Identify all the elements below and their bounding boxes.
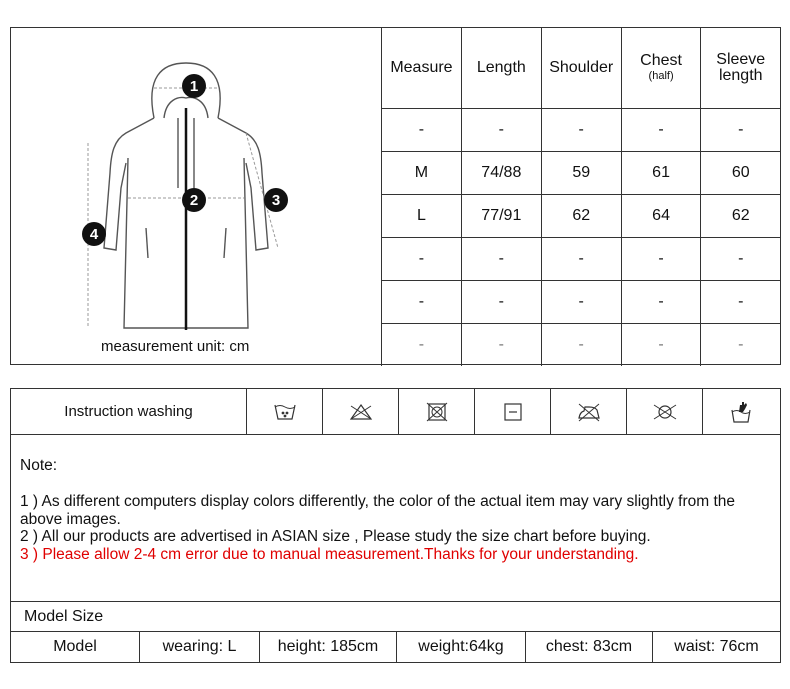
header-measure: Measure: [382, 28, 462, 108]
size-cell: 64: [621, 194, 701, 237]
size-cell: -: [701, 108, 780, 151]
header-chest: Chest (half): [621, 28, 701, 108]
size-cell: M: [382, 151, 462, 194]
marker-1: [182, 74, 206, 98]
model-size-row: [10, 631, 781, 663]
note-title: Note:: [20, 457, 58, 474]
size-cell: -: [382, 108, 462, 151]
note-line-1: 1 ) As different computers display colors differently, the color of the actual item may vary slightly from the above images.: [20, 493, 736, 528]
size-cell: -: [541, 108, 621, 151]
size-cell: 77/91: [461, 194, 541, 237]
size-cell: -: [701, 280, 780, 323]
size-cell: 62: [701, 194, 780, 237]
size-cell: -: [461, 237, 541, 280]
size-cell: 59: [541, 151, 621, 194]
coat-diagram: [11, 28, 381, 364]
size-cell: -: [621, 108, 701, 151]
svg-text:3: 3: [271, 192, 281, 209]
size-cell: -: [621, 280, 701, 323]
size-cell: 61: [621, 151, 701, 194]
size-cell: -: [621, 323, 701, 366]
size-row: [382, 194, 781, 237]
marker-4: [82, 222, 106, 246]
hand-wash-icon: [703, 389, 779, 434]
size-cell: 74/88: [461, 151, 541, 194]
no-bleach-icon: [323, 389, 399, 434]
size-cell: 62: [541, 194, 621, 237]
size-cell: -: [701, 237, 780, 280]
model-size-header: [10, 601, 781, 632]
header-row: [382, 28, 781, 108]
washing-label: Instruction washing: [11, 389, 247, 434]
header-shoulder: Shoulder: [541, 28, 621, 108]
size-row: [382, 280, 781, 323]
size-cell: -: [541, 237, 621, 280]
size-cell: -: [461, 280, 541, 323]
svg-text:2: 2: [189, 192, 199, 209]
washing-instructions: [10, 388, 781, 435]
size-cell: -: [461, 323, 541, 366]
note-section: [10, 434, 781, 602]
marker-3: [264, 188, 288, 212]
model-size-title: Model Size: [24, 608, 104, 625]
size-table: [381, 28, 780, 366]
size-row: [382, 108, 781, 151]
size-row: [382, 323, 781, 366]
coat-illustration: [66, 38, 306, 338]
model-cell-height: height: 185cm: [260, 632, 397, 662]
size-cell: -: [621, 237, 701, 280]
line-dry-icon: [475, 389, 551, 434]
model-cell-weight: weight:64kg: [397, 632, 526, 662]
size-cell: -: [382, 323, 462, 366]
svg-text:1: 1: [189, 78, 199, 95]
size-cell: -: [382, 280, 462, 323]
measurement-unit: measurement unit: cm: [101, 338, 250, 355]
svg-text:4: 4: [89, 226, 99, 243]
size-cell: -: [541, 280, 621, 323]
size-cell: -: [541, 323, 621, 366]
size-cell: -: [701, 323, 780, 366]
model-cell-chest: chest: 83cm: [526, 632, 653, 662]
note-line-3: 3 ) Please allow 2-4 cm error due to manual measurement.Thanks for your understanding.: [20, 545, 639, 563]
no-tumble-dry-icon: [399, 389, 475, 434]
note-line-2: 2 ) All our products are advertised in ASIAN size , Please study the size chart before buying.: [20, 528, 651, 545]
size-cell: -: [382, 237, 462, 280]
size-cell: L: [382, 194, 462, 237]
header-length: Length: [461, 28, 541, 108]
model-cell-waist: waist: 76cm: [674, 638, 759, 655]
header-sleeve: Sleeve length: [701, 28, 780, 108]
model-cell-label: Model: [11, 632, 140, 662]
size-cell: -: [461, 108, 541, 151]
size-row: [382, 151, 781, 194]
model-cell-wearing: wearing: L: [140, 632, 260, 662]
marker-2: [182, 188, 206, 212]
no-iron-icon: [551, 389, 627, 434]
size-chart: [10, 27, 781, 365]
wash-30-icon: [247, 389, 323, 434]
size-row: [382, 237, 781, 280]
no-dry-clean-icon: [627, 389, 703, 434]
size-cell: 60: [701, 151, 780, 194]
